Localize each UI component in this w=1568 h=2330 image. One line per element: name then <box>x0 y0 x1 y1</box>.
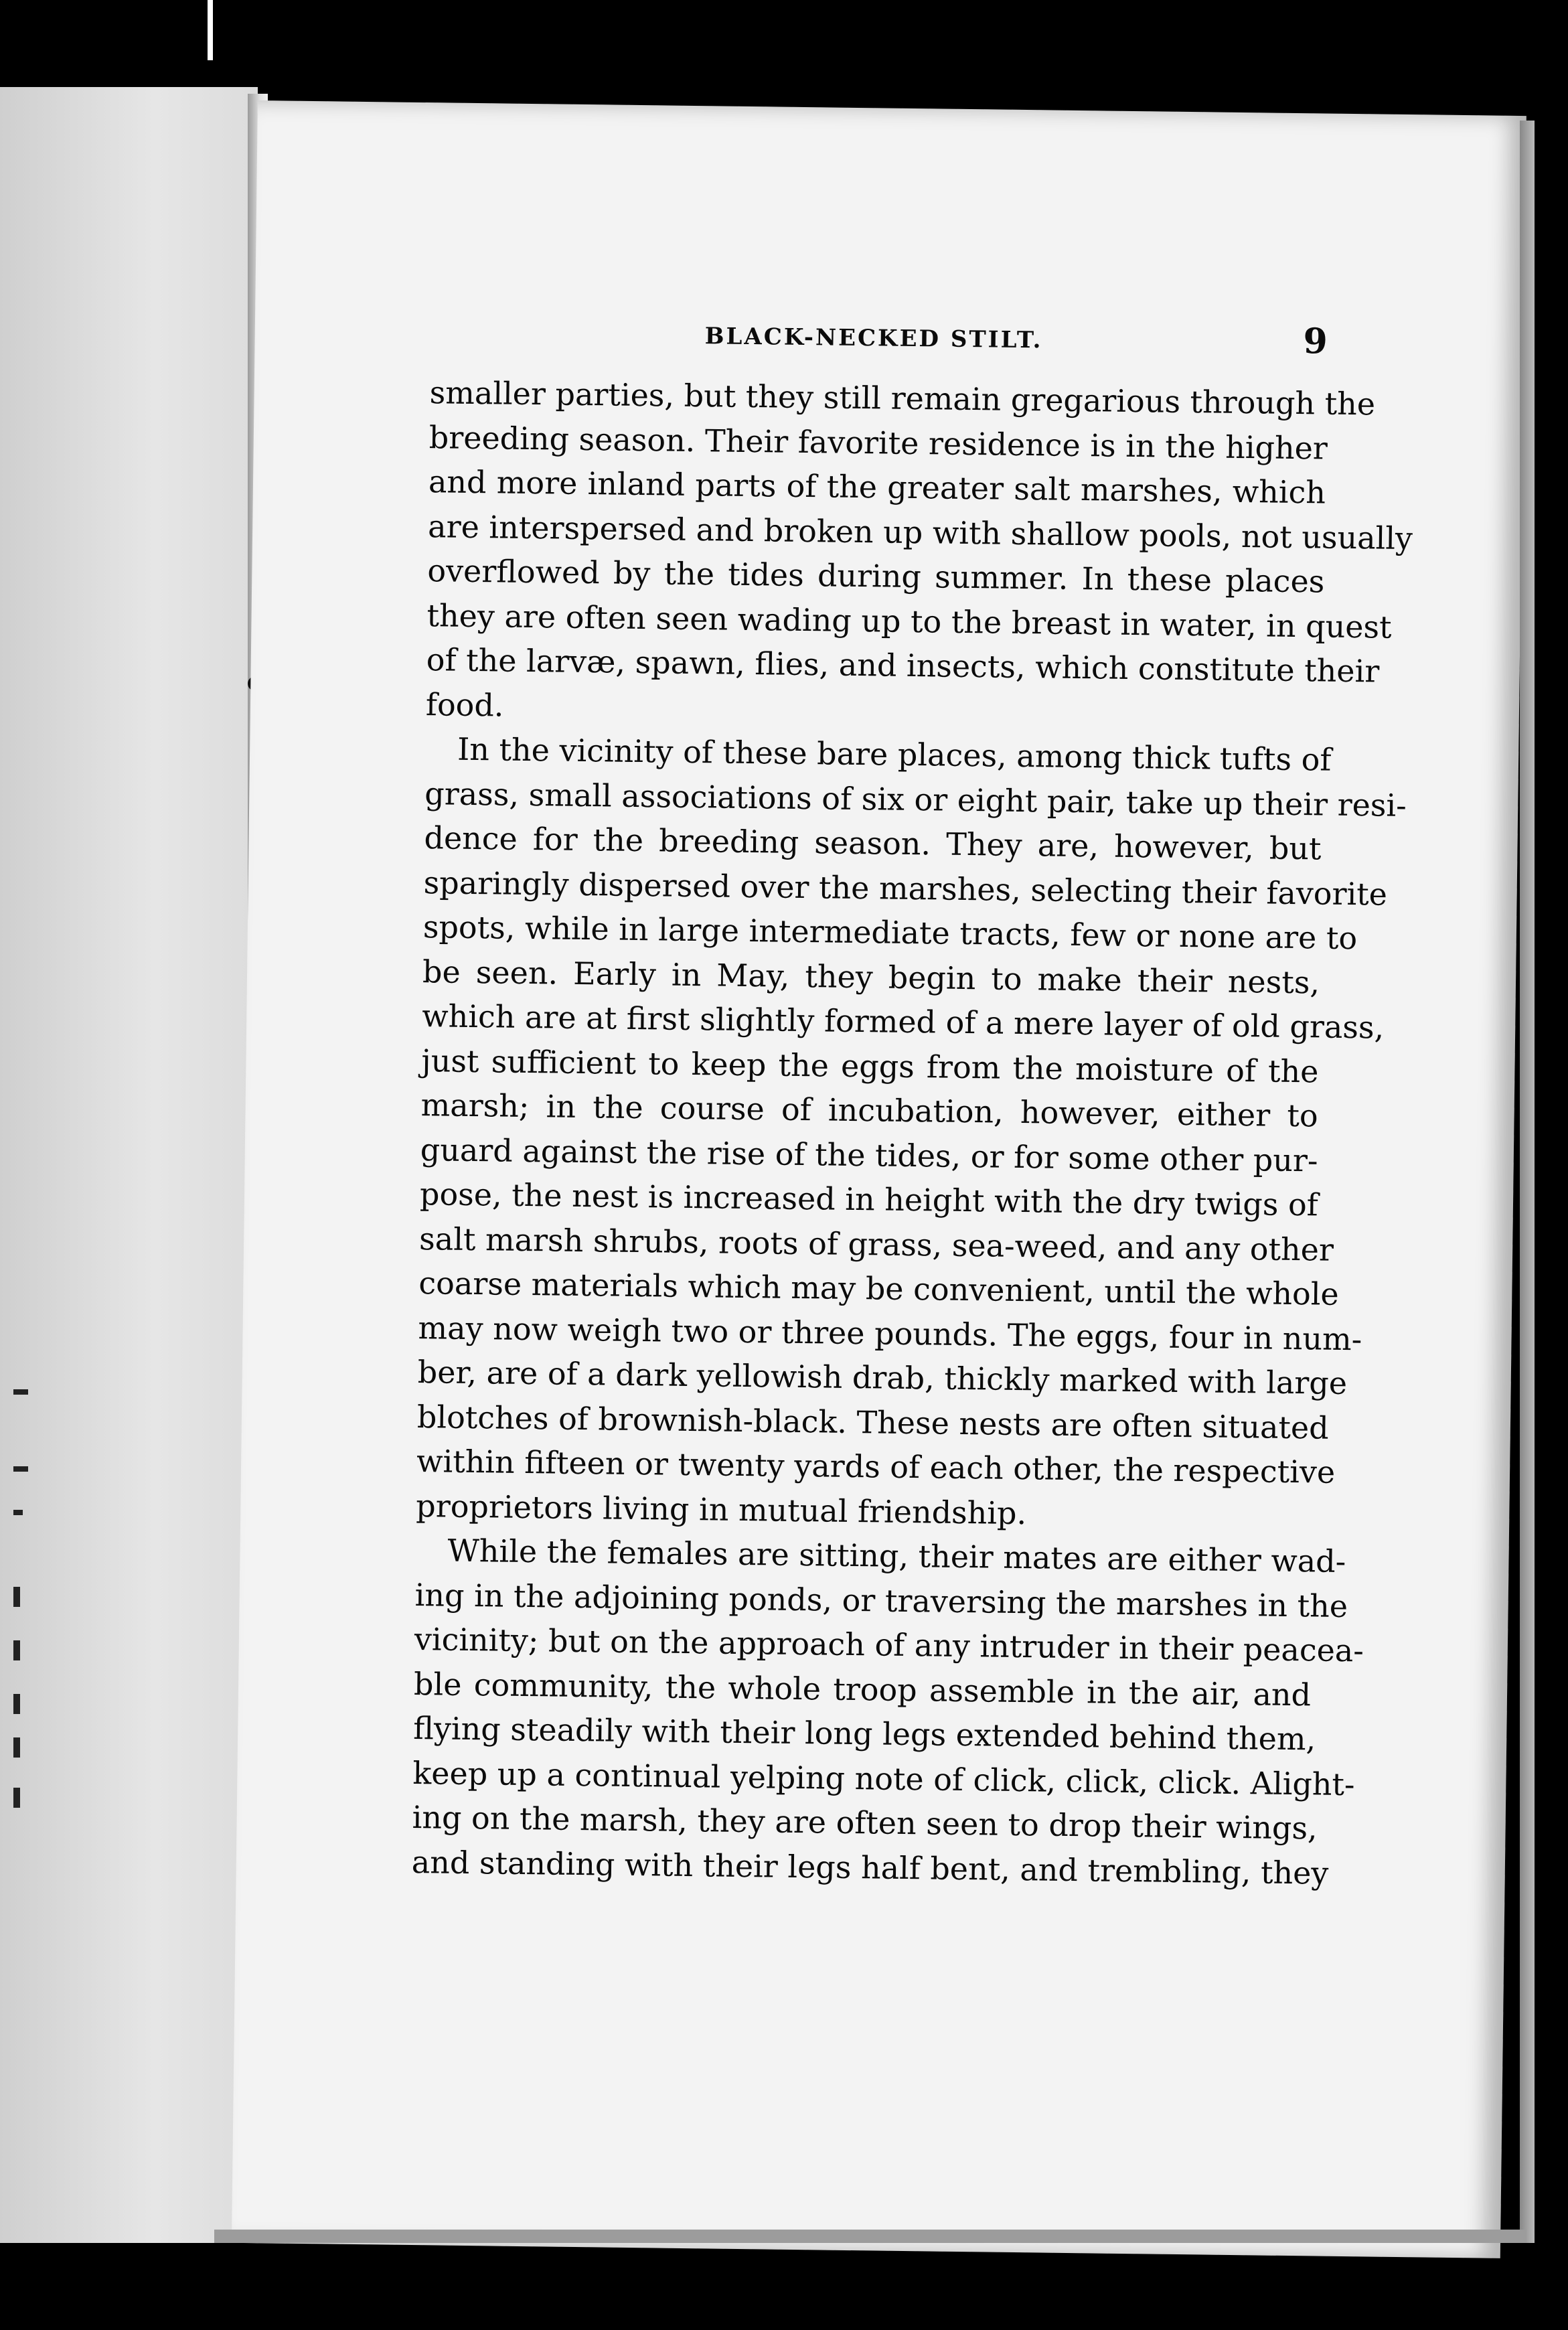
text-line: guard against the rise of the tides, or for some other pur- <box>420 1131 1318 1178</box>
stray-mark <box>13 1640 20 1660</box>
stray-mark <box>13 1389 28 1395</box>
text-line: blotches of brownish-black. These nests are often situated <box>416 1398 1329 1446</box>
text-line: salt marsh shrubs, roots of grass, sea-weed, and any other <box>418 1220 1334 1268</box>
facing-page-edge <box>0 87 258 2243</box>
text-line: coarse materials which may be convenient, until the whole <box>418 1265 1340 1312</box>
page-number: 9 <box>1303 321 1328 362</box>
text-line: spots, while in large intermediate tracts, few or none are to <box>422 909 1358 957</box>
text-line: breeding season. Their favorite residence is in the higher <box>428 418 1328 467</box>
paragraph <box>416 726 1407 1539</box>
text-line: ing in the adjoining ponds, or traversing the marshes in the <box>414 1576 1348 1624</box>
stray-mark <box>13 1788 20 1808</box>
text-line: ing on the marsh, they are often seen to drop their wings, <box>412 1799 1318 1847</box>
text-line: within fifteen or twenty yards of each other, the respective <box>416 1443 1336 1490</box>
text-line: and standing with their legs half bent, and trembling, they <box>411 1843 1329 1891</box>
text-line: proprietors living in mutual friendship. <box>416 1487 1027 1531</box>
text-line: sparingly dispersed over the marshes, selecting their favorite <box>423 864 1388 913</box>
text-line: just sufficient to keep the eggs from the moisture of the <box>421 1042 1319 1089</box>
stray-mark <box>13 1466 28 1472</box>
text-line: dence for the breeding season. They are, however, but <box>424 820 1322 867</box>
text-line: pose, the nest is increased in height with the dry twigs of <box>419 1176 1319 1223</box>
stray-mark <box>13 1510 23 1515</box>
text-line: ble community, the whole troop assemble in the air, and <box>413 1665 1312 1713</box>
running-head <box>430 310 1328 381</box>
text-line: vicinity; but on the approach of any intruder in their peacea- <box>414 1621 1364 1669</box>
text-line: are interspersed and broken up with shallow pools, not usually <box>427 508 1413 556</box>
page-text-block <box>411 310 1413 1895</box>
text-line: keep up a continual yelping note of click, click, click. Alight- <box>412 1754 1355 1802</box>
text-line: marsh; in the course of incubation, however, either to <box>420 1087 1318 1134</box>
paragraph <box>425 370 1413 737</box>
paragraph <box>411 1528 1364 1895</box>
page-bottom-edge <box>214 2230 1526 2243</box>
stray-mark <box>13 1737 20 1758</box>
text-line: ber, are of a dark yellowish drab, thickly marked with large <box>417 1354 1348 1402</box>
text-line: food. <box>425 686 504 724</box>
text-line: which are at first slightly formed of a mere layer of old grass, <box>421 998 1385 1046</box>
stray-mark <box>13 1694 20 1714</box>
text-line: and more inland parts of the greater salt marshes, which <box>428 463 1326 511</box>
text-line: smaller parties, but they still remain gregarious through the <box>429 374 1376 422</box>
running-head-title: BLACK-NECKED STILT. <box>704 323 1043 354</box>
text-line: be seen. Early in May, they begin to make their nests, <box>422 953 1320 1000</box>
text-line: may now weigh two or three pounds. The eggs, four in num- <box>418 1309 1362 1357</box>
text-line: flying steadily with their long legs extended behind them, <box>412 1710 1316 1758</box>
scan-edge-mark <box>208 0 213 60</box>
text-line: While the females are sitting, their mates are either wad- <box>447 1532 1346 1580</box>
book-page <box>232 100 1526 2258</box>
text-line: In the vicinity of these bare places, among thick tufts of <box>457 730 1332 778</box>
page-fore-edge <box>1520 121 1535 2243</box>
text-line: overflowed by the tides during summer. In these places <box>427 552 1325 600</box>
text-line: of the larvæ, spawn, flies, and insects, which constitute their <box>426 641 1380 690</box>
text-line: they are often seen wading up to the breast in water, in quest <box>426 597 1392 645</box>
text-line: grass, small associations of six or eight pair, take up their resi- <box>424 775 1407 824</box>
stray-mark <box>13 1587 20 1607</box>
